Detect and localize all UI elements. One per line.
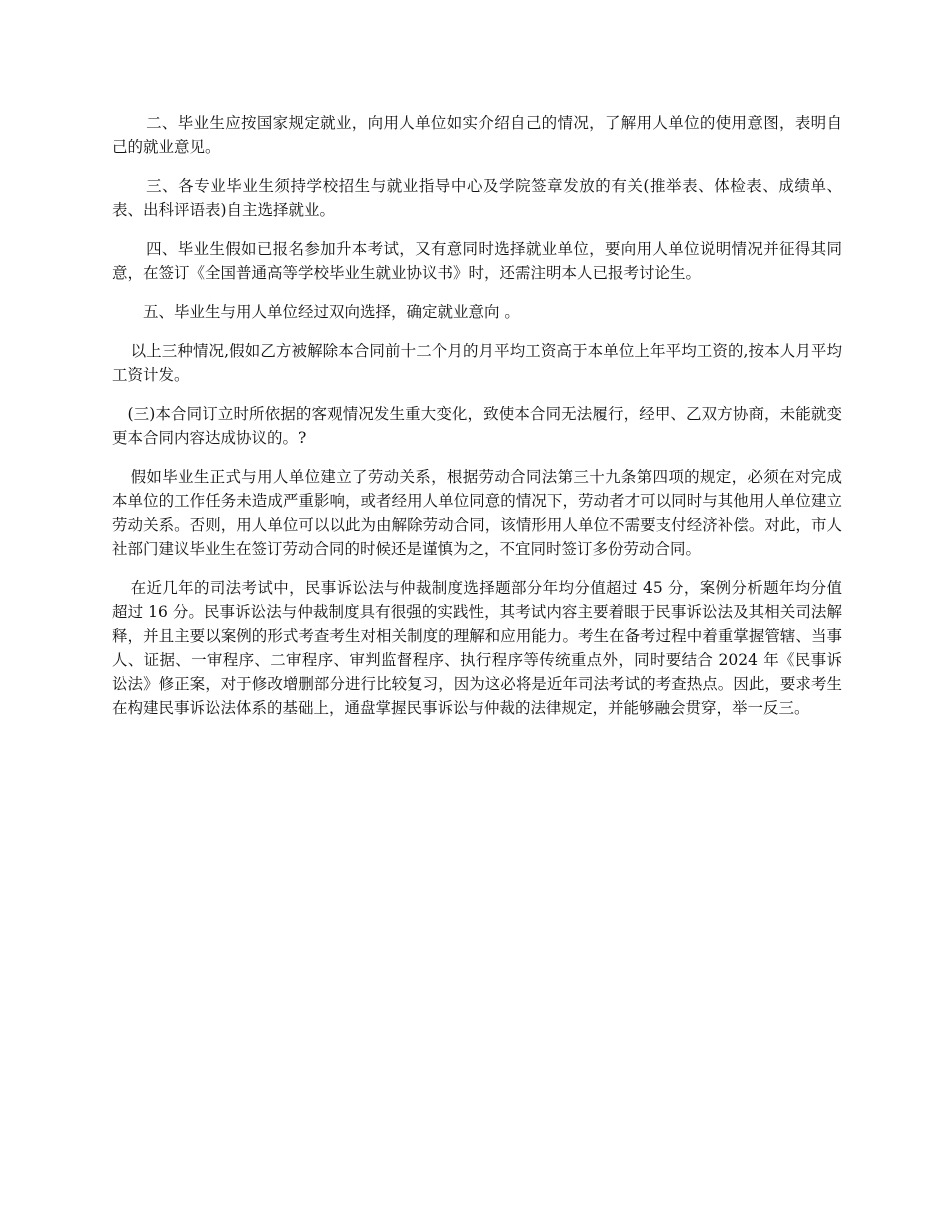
- document-body: [112, 111, 842, 735]
- paragraph-4: 五、毕业生与用人单位经过双向选择，确定就业意向 。: [143, 303, 520, 321]
- paragraph-2: 三、各专业毕业生须持学校招生与就业指导中心及学院签章发放的有关(推举表、体检表、成绩单、表、出科评语表)自主选择就业。: [112, 177, 842, 219]
- paragraph-6: (三)本合同订立时所依据的客观情况发生重大变化，致使本合同无法履行，经甲、乙双方协商，未能就变更本合同内容达成协议的。?: [112, 405, 842, 447]
- paragraph-7: 假如毕业生正式与用人单位建立了劳动关系，根据劳动合同法第三十九条第四项的规定，必须在对完成本单位的工作任务未造成严重影响，或者经用人单位同意的情况下，劳动者才可以同时与其他用人单位建立劳动关系。否则，用人单位可以以此为由解除劳动合同，该情形用人单位不需要支付经济补偿。对此，市人社部门建议毕业生在签订劳动合同的时候还是谨慎为之，不宜同时签订多份劳动合同。: [112, 468, 842, 558]
- paragraph-8: 在近几年的司法考试中，民事诉讼法与仲裁制度选择题部分年均分值超过 45 分，案例分析题年均分值超过 16 分。民事诉讼法与仲裁制度具有很强的实践性，其考试内容主要着眼于民事诉讼法及其相关司法解释，并且主要以案例的形式考查考生对相关制度的理解和应用能力。考生在备考过程中着重掌握管辖、当事人、证据、一审程序、二审程序、审判监督程序、执行程序等传统重点外，同时要结合 2024 年《民事诉讼法》修正案，对于修改增删部分进行比较复习，因为这必将是近年司法考试的考查热点。因此，要求考生在构建民事诉讼法体系的基础上，通盘掌握民事诉讼与仲裁的法律规定，并能够融会贯穿，举一反三。: [112, 579, 842, 717]
- paragraph-3: 四、毕业生假如已报名参加升本考试，又有意同时选择就业单位，要向用人单位说明情况并征得其同意，在签订《全国普通高等学校毕业生就业协议书》时，还需注明本人已报考讨论生。: [112, 240, 842, 282]
- paragraph-1: 二、毕业生应按国家规定就业，向用人单位如实介绍自己的情况，了解用人单位的使用意图，表明自己的就业意见。: [112, 114, 842, 156]
- paragraph-5: 以上三种情况,假如乙方被解除本合同前十二个月的月平均工资高于本单位上年平均工资的,按本人月平均工资计发。: [112, 342, 842, 384]
